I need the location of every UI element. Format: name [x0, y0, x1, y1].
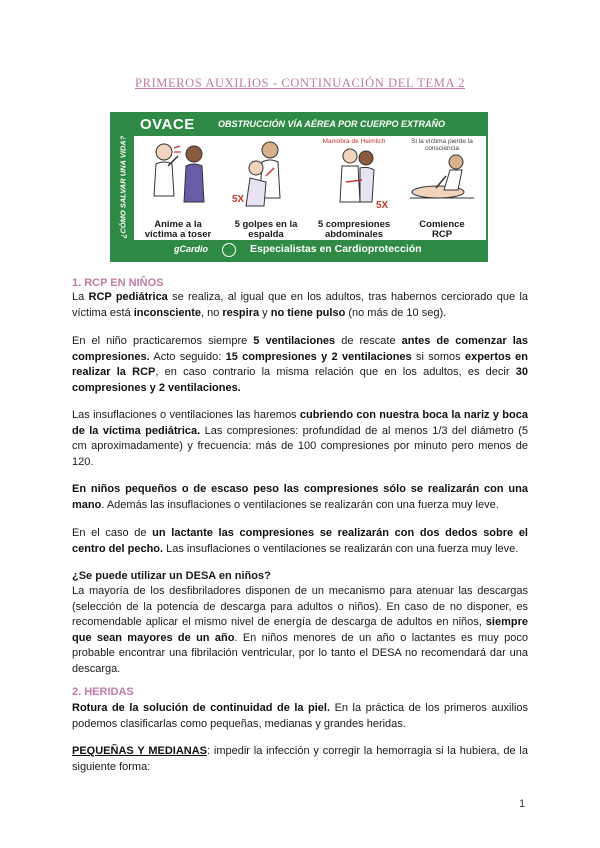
infographic-side-text: ¿CÓMO SALVAR UNA VIDA? — [118, 135, 128, 239]
section-heading-heridas: 2. HERIDAS — [72, 686, 134, 698]
cpr-note: Si la víctima pierde la consciencia — [411, 138, 473, 152]
infographic-slogan: Especialistas en Cardioprotección — [250, 243, 422, 255]
heart-logo-icon — [222, 243, 236, 257]
infographic-title: OVACE — [140, 116, 195, 133]
page-number: 1 — [519, 798, 526, 810]
coughing-person-icon — [134, 136, 222, 216]
paragraph-heridas-small: PEQUEÑAS Y MEDIANAS: impedir la infección y corregir la hemorragia si la hubiera, de la siguiente forma: — [72, 745, 528, 773]
infographic-subtitle: OBSTRUCCIÓN VÍA AÉREA POR CUERPO EXTRAÑO — [218, 119, 446, 129]
back-blows-badge: 5X — [232, 194, 245, 205]
infographic-sidebar — [112, 114, 134, 260]
heimlich-note: Maniobra de Heimlich — [322, 138, 386, 145]
paragraph-desa: La mayoría de los desfibriladores disponen de un mecanismo para atenuar las descargas (selección de la potencia de descarga para adultos o niños). En caso de no disponer, es recomendable aplicar el mismo nivel de energía de descarga de adultos en niños, siempre que sean mayores de un año. En niños menores de un año o lactantes es muy poco probable encontrar una fibrilación ventricular, por lo tanto el DESA no recomendará dar una descarga. — [72, 585, 528, 675]
paragraph-heridas-def: Rotura de la solución de continuidad de la piel. En la práctica de los primeros auxilios podemos clasificarlas como pequeñas, medianas y grandes heridas. — [72, 702, 528, 730]
abdominal-thrusts-badge: 5X — [376, 200, 389, 211]
step-back-blows-caption: 5 golpes en la espalda — [234, 219, 298, 240]
infographic-footer — [134, 240, 486, 260]
question-heading-desa: ¿Se puede utilizar un DESA en niños? — [72, 570, 271, 582]
paragraph-rcp-infant: En el caso de un lactante las compresiones se realizarán con dos dedos sobre el centro del pecho. Las insuflaciones o ventilaciones se realizarán con una fuerza muy leve. — [72, 527, 528, 555]
step-abdominal-thrusts-caption: 5 compresiones abdominales — [317, 219, 391, 240]
infographic-header — [134, 114, 486, 136]
gcardio-logo: gCardio — [174, 244, 209, 254]
step-abdominal-thrusts — [310, 136, 398, 240]
step-cpr-caption: Comience RCP — [419, 219, 465, 240]
paragraph-rcp-intro: La RCP pediátrica se realiza, al igual que en los adultos, tras habernos cerciorado que la víctima está inconsciente, no respira y no tiene pulso (no más de 10 seg). — [72, 291, 529, 319]
step-cough — [134, 136, 222, 240]
step-cpr — [398, 136, 486, 240]
page-title: PRIMEROS AUXILIOS - CONTINUACIÓN DEL TEMA 2 — [135, 76, 465, 90]
step-back-blows — [222, 136, 310, 240]
paragraph-rcp-insufflations: Las insuflaciones o ventilaciones las haremos cubriendo con nuestra boca la nariz y boca de la víctima pediátrica. Las compresiones: profundidad de al menos 1/3 del diámetro (5 cm aproximadamente) y frecuencia: más de 100 compresiones por minuto pero menos de 120. — [72, 409, 528, 468]
section-heading-rcp: 1. RCP EN NIÑOS — [72, 277, 164, 289]
ovace-infographic — [110, 112, 488, 262]
infographic-panels — [134, 136, 486, 240]
paragraph-rcp-ventilations: En el niño practicaremos siempre 5 ventilaciones de rescate antes de comenzar las compresiones. Acto seguido: 15 compresiones y 2 ventilaciones si somos expertos en realizar la RCP, en caso contrario la misma relación que en los adultos, es decir 30 compresiones y 2 ventilaciones. — [72, 335, 528, 394]
paragraph-rcp-small-children: En niños pequeños o de escaso peso las compresiones sólo se realizarán con una mano. Además las insuflaciones o ventilaciones se realizarán con una fuerza muy leve. — [72, 483, 528, 511]
step-cough-caption: Anime a la víctima a toser — [144, 219, 212, 240]
